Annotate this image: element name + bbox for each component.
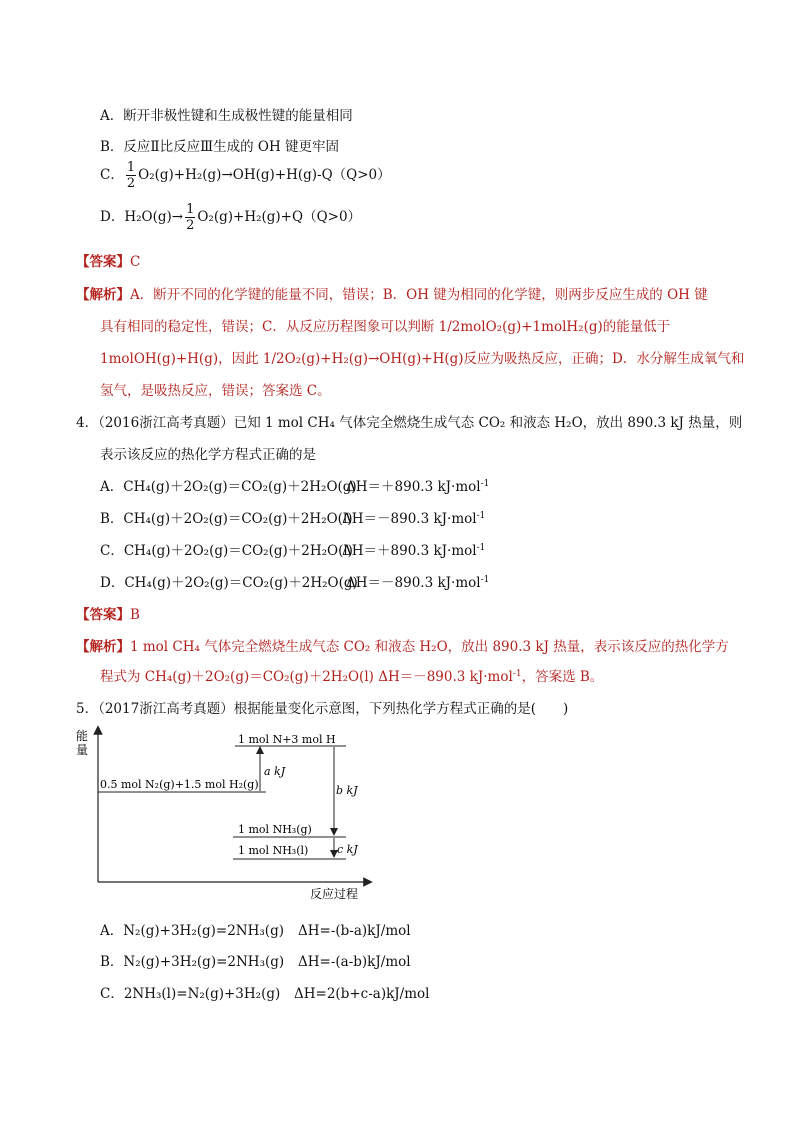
level-top-label: 1 mol N+3 mol H bbox=[238, 733, 336, 746]
q3-option-c-label: C． bbox=[100, 167, 124, 183]
q4-option-d-equation: D．CH₄(g)＋2O₂(g)＝CO₂(g)＋2H₂O(g) bbox=[100, 575, 358, 591]
arrow-a-label: a kJ bbox=[264, 765, 286, 778]
q3-option-c bbox=[100, 160, 391, 191]
q4-analysis-line-1 bbox=[76, 635, 729, 655]
q4-option-a-equation: A．CH₄(g)＋2O₂(g)＝CO₂(g)＋2H₂O(g) bbox=[100, 479, 357, 495]
answer-value: B bbox=[130, 607, 140, 623]
q5-option-b-equation: B．N₂(g)+3H₂(g)=2NH₃(g) bbox=[100, 954, 285, 970]
q3-analysis-line-2: 具有相同的稳定性，错误；C．从反应历程图象可以判断 1/2molO₂(g)+1molH₂(g)的能量低于 bbox=[100, 319, 671, 335]
analysis-text-end: ，答案选 B。 bbox=[521, 669, 604, 685]
q3-analysis-line-4: 氢气，是吸热反应，错误；答案选 C。 bbox=[100, 383, 331, 399]
q5-option-a-equation: A．N₂(g)+3H₂(g)=2NH₃(g) bbox=[100, 923, 284, 939]
q4-option-b-equation: B．CH₄(g)＋2O₂(g)＝CO₂(g)＋2H₂O(l) bbox=[100, 511, 353, 527]
q4-option-c-enthalpy: ΔH＝＋890.3 kJ·mol bbox=[342, 543, 477, 559]
q4-option-d-enthalpy: ΔH＝－890.3 kJ·mol bbox=[346, 575, 481, 591]
unit-exponent: -1 bbox=[480, 479, 490, 489]
fraction-numerator: 1 bbox=[126, 160, 136, 175]
q5-stem: 5．（2017浙江高考真题）根据能量变化示意图，下列热化学方程式正确的是( ) bbox=[76, 701, 569, 717]
q5-option-c bbox=[100, 982, 429, 1002]
q4-option-c-equation: C．CH₄(g)＋2O₂(g)＝CO₂(g)＋2H₂O(l) bbox=[100, 543, 353, 559]
answer-value: C bbox=[130, 254, 141, 270]
q4-option-b bbox=[100, 507, 485, 527]
q4-answer bbox=[76, 603, 140, 623]
unit-exponent: -1 bbox=[476, 543, 486, 553]
energy-diagram bbox=[70, 722, 390, 904]
analysis-tag: 【解析】 bbox=[76, 287, 130, 303]
q3-option-a: A．断开非极性键和生成极性键的能量相同 bbox=[100, 108, 353, 124]
y-axis-label-2: 量 bbox=[76, 743, 89, 757]
answer-tag: 【答案】 bbox=[76, 254, 130, 270]
q5-option-c-equation: C．2NH₃(l)=N₂(g)+3H₂(g) bbox=[100, 986, 281, 1002]
q5-option-a-enthalpy: ΔH=-(b-a)kJ/mol bbox=[298, 923, 411, 939]
q3-option-d-fraction bbox=[185, 202, 195, 233]
fraction-numerator: 1 bbox=[186, 202, 195, 217]
q4-option-c bbox=[100, 539, 485, 559]
fraction-denominator: 2 bbox=[186, 218, 195, 233]
q4-option-d bbox=[100, 571, 489, 591]
q3-analysis-line-1 bbox=[76, 283, 708, 303]
arrow-b-label: b kJ bbox=[336, 784, 358, 797]
analysis-text: 1 mol CH₄ 气体完全燃烧生成气态 CO₂ 和液态 H₂O，放出 890.3 kJ 热量，表示该反应的热化学方 bbox=[130, 639, 729, 655]
q5-option-a bbox=[100, 919, 411, 939]
q3-option-d bbox=[100, 202, 361, 233]
q3-option-c-rest: O₂(g)+H₂(g)→OH(g)+H(g)-Q（Q>0） bbox=[138, 167, 391, 183]
x-axis-label: 反应过程 bbox=[310, 887, 359, 901]
level-nh3-liq-label: 1 mol NH₃(l) bbox=[238, 844, 309, 857]
answer-tag: 【答案】 bbox=[76, 607, 130, 623]
unit-exponent: -1 bbox=[476, 511, 486, 521]
arrow-c-label: c kJ bbox=[337, 843, 358, 856]
analysis-text: 程式为 CH₄(g)＋2O₂(g)＝CO₂(g)＋2H₂O(l) ΔH＝－890.3 kJ·mol bbox=[100, 669, 513, 685]
q3-option-c-fraction bbox=[126, 160, 136, 191]
unit-exponent: -1 bbox=[512, 669, 522, 679]
level-nh3-gas-label: 1 mol NH₃(g) bbox=[238, 823, 312, 836]
q3-option-b: B．反应Ⅱ比反应Ⅲ生成的 OH 键更牢固 bbox=[100, 139, 340, 155]
q3-option-d-label: D．H₂O(g)→ bbox=[100, 209, 184, 225]
y-axis-label-1: 能 bbox=[76, 729, 89, 743]
q4-option-b-enthalpy: ΔH＝－890.3 kJ·mol bbox=[342, 511, 477, 527]
unit-exponent: -1 bbox=[480, 575, 490, 585]
q4-stem-line-1: 4．（2016浙江高考真题）已知 1 mol CH₄ 气体完全燃烧生成气态 CO₂ 和液态 H₂O，放出 890.3 kJ 热量，则 bbox=[76, 415, 743, 431]
q5-option-c-enthalpy: ΔH=2(b+c-a)kJ/mol bbox=[294, 986, 430, 1002]
level-reactant-label: 0.5 mol N₂(g)+1.5 mol H₂(g) bbox=[100, 778, 259, 791]
q5-option-b-enthalpy: ΔH=-(a-b)kJ/mol bbox=[298, 954, 411, 970]
q4-analysis-line-2 bbox=[100, 665, 603, 685]
q4-stem-line-2: 表示该反应的热化学方程式正确的是 bbox=[100, 447, 316, 463]
q3-analysis-line-3: 1molOH(g)+H(g)，因此 1/2O₂(g)+H₂(g)→OH(g)+H(g)反应为吸热反应，正确；D．水分解生成氧气和 bbox=[100, 351, 745, 367]
q3-option-d-rest: O₂(g)+H₂(g)+Q（Q>0） bbox=[197, 209, 362, 225]
q5-option-b bbox=[100, 950, 411, 970]
analysis-tag: 【解析】 bbox=[76, 639, 130, 655]
q4-option-a bbox=[100, 475, 489, 495]
analysis-text: A．断开不同的化学键的能量不同，错误；B．OH 键为相同的化学键，则两步反应生成的 OH 键 bbox=[130, 287, 708, 303]
q4-option-a-enthalpy: ΔH＝＋890.3 kJ·mol bbox=[346, 479, 481, 495]
fraction-denominator: 2 bbox=[126, 176, 136, 191]
q3-answer bbox=[76, 250, 140, 270]
